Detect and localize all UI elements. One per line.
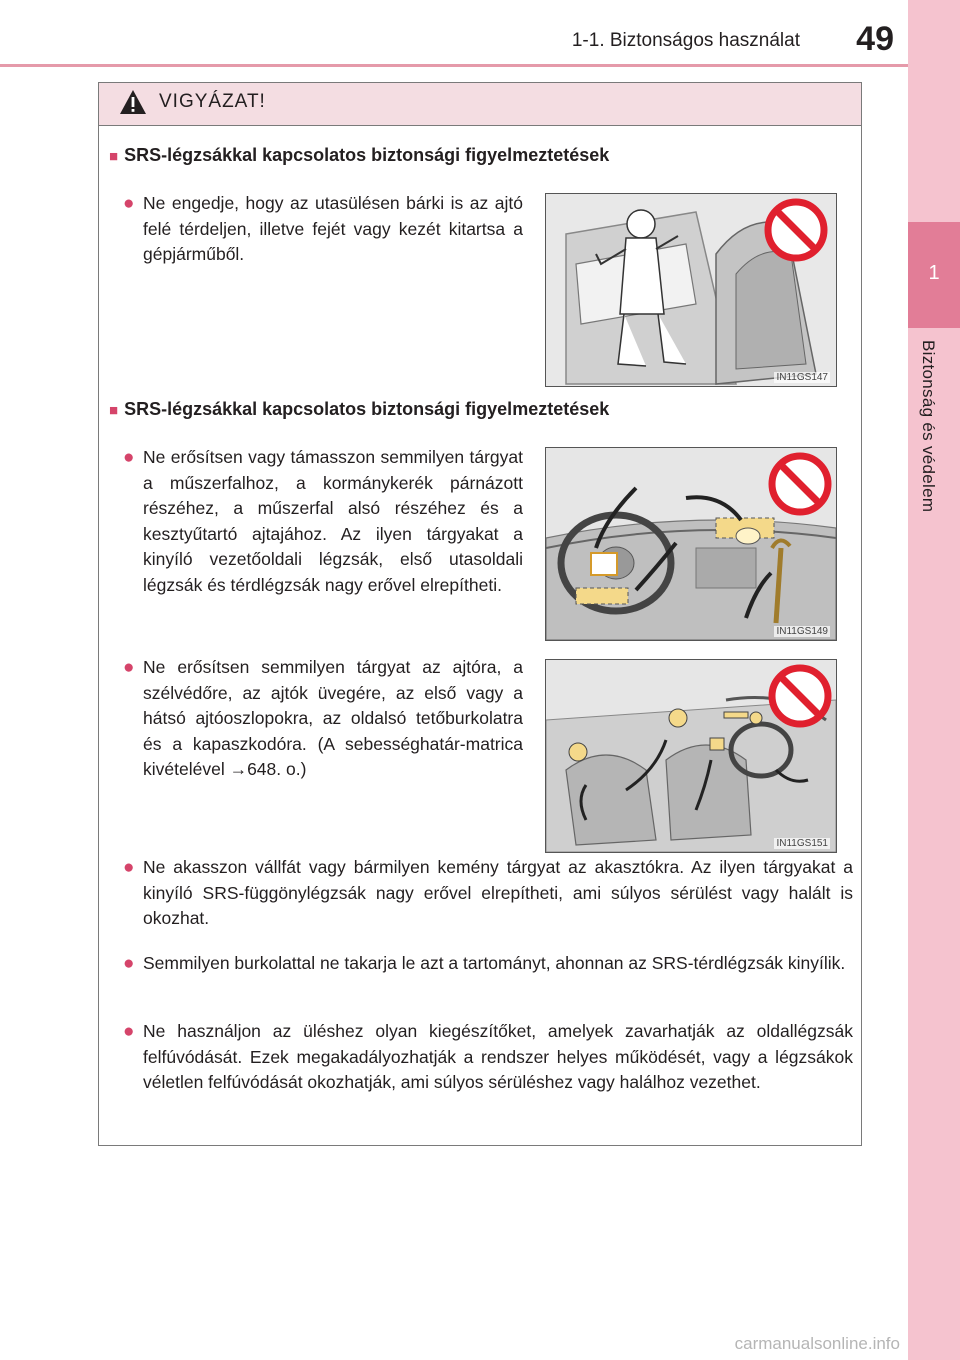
watermark: carmanualsonline.info [734, 1334, 900, 1353]
list-item [123, 1019, 853, 1096]
section-heading-2 [109, 399, 609, 420]
passenger-illustration [546, 194, 836, 386]
section-title: 1-1. Biztonságos használat [571, 30, 800, 51]
bullet-text: Ne engedje, hogy az utasülésen bárki is az ajtó felé térdeljen, illetve fejét vagy kezét kitartsa a gépjárműből. [143, 193, 523, 264]
caution-header [99, 83, 861, 126]
circle-bullet-icon: ● [123, 193, 135, 214]
prohibition-icon [772, 668, 828, 724]
header-rule [0, 64, 908, 67]
list-item [123, 191, 523, 268]
figure-id: IN11GS151 [776, 838, 828, 849]
dashboard-illustration [546, 448, 836, 640]
section-heading-1 [109, 145, 609, 166]
list-item [123, 855, 853, 932]
list-item [123, 951, 853, 977]
circle-bullet-icon: ● [123, 657, 135, 678]
list-item [123, 445, 523, 598]
bullet-text: Ne akasszon vállfát vagy bármilyen kemény tárgyat az akasztókra. Az ilyen tárgyakat a kinyíló SRS-függönylégzsák nagy erővel elrepítheti, ami súlyos sérülést vagy halált is okozhat. [143, 857, 853, 928]
figure-passenger-kneeling [545, 193, 837, 387]
circle-bullet-icon: ● [123, 1021, 135, 1042]
circle-bullet-icon: ● [123, 953, 135, 974]
caution-title: VIGYÁZAT! [159, 91, 266, 112]
bullet-text: Ne erősítsen vagy támasszon semmilyen tárgyat a műszerfalhoz, a kormánykerék párnázott részéhez, a műszerfal alsó részéhez és a kesztyűtartó ajtajához. Az ilyen tárgyakat a kinyíló vezetőoldali légzsák, első utasoldali légzsák és térdlégzsák nagy erővel elrepítheti. [143, 447, 523, 595]
interior-illustration [546, 660, 836, 852]
figure-id: IN11GS147 [776, 372, 828, 383]
bullet-text: Semmilyen burkolattal ne takarja le azt a tartományt, ahonnan az SRS-térdlégzsák kinyílik. [143, 953, 846, 973]
page-number: 49 [856, 20, 894, 58]
chapter-label: Biztonság és védelem [919, 340, 938, 513]
figure-id: IN11GS149 [776, 626, 828, 637]
figure-interior-objects [545, 659, 837, 853]
bullet-text: Ne használjon az üléshez olyan kiegészítőket, amelyek zavarhatják az oldallégzsák felfúvódását. Ezek megakadályozhatják a rendszer helyes működését, vagy a légzsákok véletlen felfúvódását okozhatják, ami súlyos sérüléshez vagy halálhoz vezethet. [143, 1021, 853, 1092]
circle-bullet-icon: ● [123, 447, 135, 468]
prohibition-icon [768, 202, 824, 258]
prohibition-icon [772, 456, 828, 512]
side-tab [908, 0, 960, 1360]
circle-bullet-icon: ● [123, 857, 135, 878]
section-heading-text: SRS-légzsákkal kapcsolatos biztonsági figyelmeztetések [124, 145, 610, 165]
caution-box [98, 82, 862, 1146]
square-bullet-icon: ■ [109, 402, 119, 419]
chapter-number: 1 [928, 262, 940, 284]
list-item [123, 655, 523, 783]
bullet-text: Ne erősítsen semmilyen tárgyat az ajtóra, a szélvédőre, az ajtók üvegére, az első vagy a hátsó ajtóoszlopokra, az oldalsó tetőburkolatra és a kapaszkodóra. (A sebességhatár-matrica kivételével →648. o.) [143, 657, 523, 779]
warning-triangle-icon [119, 89, 147, 115]
section-heading-text: SRS-légzsákkal kapcsolatos biztonsági figyelmeztetések [124, 399, 610, 419]
figure-dashboard-objects [545, 447, 837, 641]
square-bullet-icon: ■ [109, 148, 119, 165]
